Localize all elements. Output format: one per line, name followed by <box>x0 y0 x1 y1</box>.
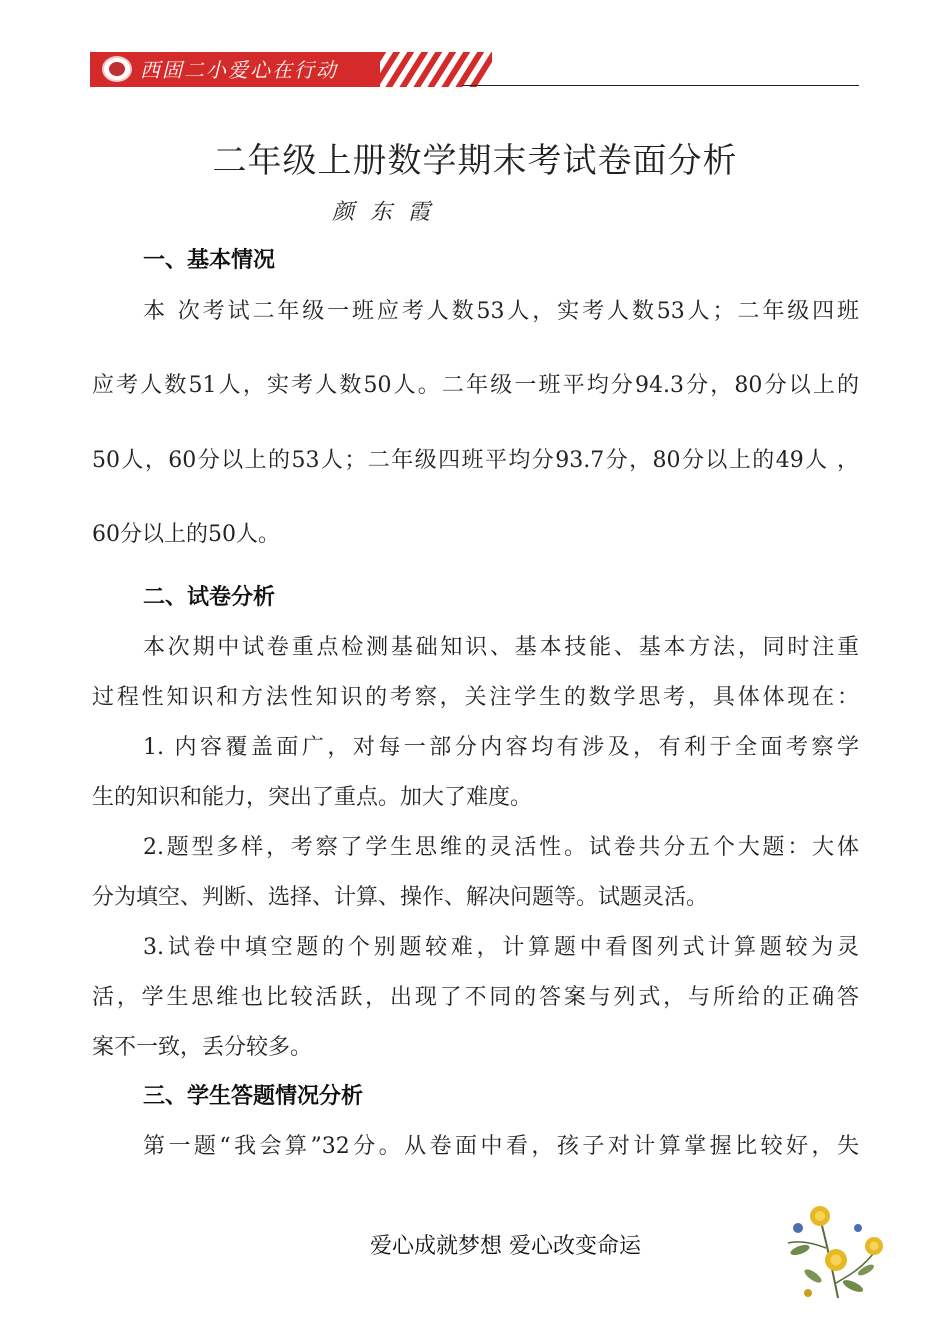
paragraph-line: 过程性知识和方法性知识的考察，关注学生的数学思考，具体体现在： <box>92 685 859 710</box>
section-heading-answers: 三、学生答题情况分析 <box>143 1084 364 1109</box>
header-banner <box>90 52 408 87</box>
section-heading-basic: 一、基本情况 <box>143 248 276 273</box>
banner-stripes <box>362 52 492 87</box>
paragraph-line: 60分以上的50人。 <box>92 522 280 547</box>
paragraph-line: 3.试卷中填空题的个别题较难，计算题中看图列式计算题较为灵 <box>143 935 859 960</box>
paragraph-line: 活，学生思维也比较活跃，出现了不同的答案与列式，与所给的正确答 <box>92 985 859 1010</box>
section-heading-paper: 二、试卷分析 <box>143 585 276 610</box>
paragraph-line: 应考人数51人，实考人数50人。二年级一班平均分94.3分，80分以上的 <box>92 373 859 398</box>
header-rule <box>462 85 859 86</box>
school-emblem-icon <box>102 56 132 82</box>
paragraph-line: 2.题型多样，考察了学生思维的灵活性。试卷共分五个大题：大体 <box>143 835 859 860</box>
paragraph-line: 本次期中试卷重点检测基础知识、基本技能、基本方法，同时注重 <box>143 635 859 660</box>
footer-slogan: 爱心成就梦想 爱心改变命运 <box>370 1234 641 1259</box>
chrysanthemum-flower-icon <box>778 1188 888 1308</box>
paragraph-line: 1. 内容覆盖面广，对每一部分内容均有涉及，有利于全面考察学 <box>143 735 859 760</box>
paragraph-line: 生的知识和能力，突出了重点。加大了难度。 <box>92 785 533 810</box>
author-name: 颜东霞 <box>332 200 447 225</box>
paragraph-line: 本 次考试二年级一班应考人数53人，实考人数53人；二年级四班 <box>143 299 859 324</box>
paragraph-line: 案不一致，丢分较多。 <box>92 1035 313 1060</box>
document-title: 二年级上册数学期末考试卷面分析 <box>212 141 738 181</box>
banner-text: 西固二小爱心在行动 <box>140 58 338 82</box>
paragraph-line: 分为填空、判断、选择、计算、操作、解决问题等。试题灵活。 <box>92 885 709 910</box>
paragraph-line: 50人，60分以上的53人；二年级四班平均分93.7分，80分以上的49人 ， <box>92 448 859 473</box>
paragraph-line: 第一题“我会算”32分。从卷面中看，孩子对计算掌握比较好，失 <box>143 1134 859 1159</box>
